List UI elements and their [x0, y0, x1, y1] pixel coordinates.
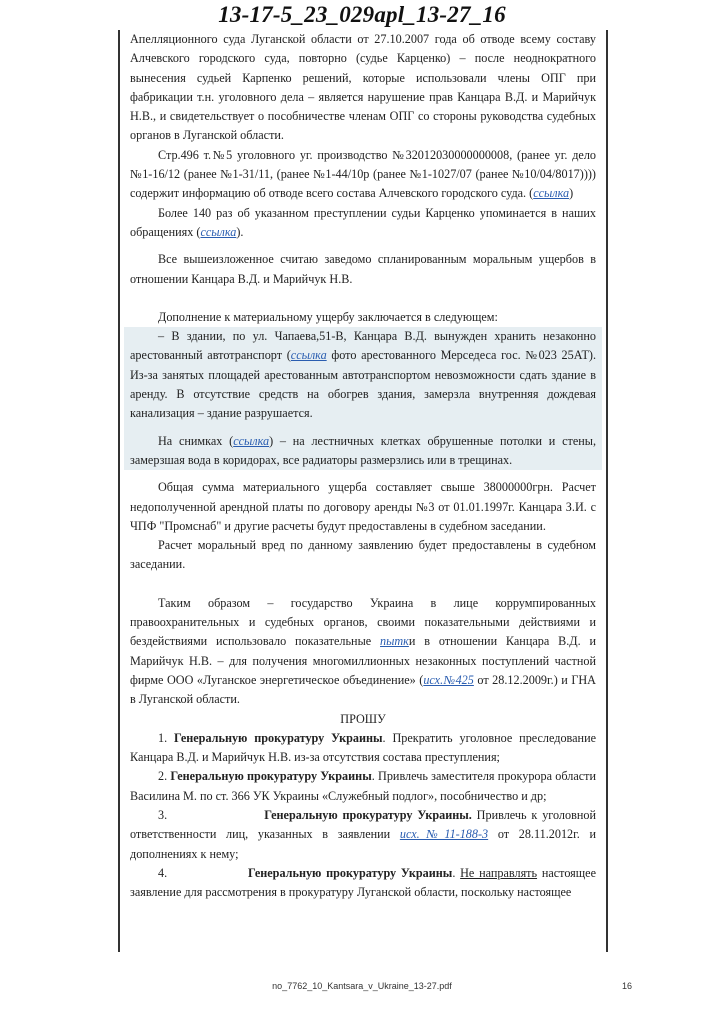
paragraph-total-damage: Общая сумма материального ущерба составляет свыше 38000000грн. Расчет недополученной арендной платы по договору аренды №3 от 01.01.1997г. Канцара З.И. с ЧПФ "Промснаб" и другие расчеты будут предоставлены в судебном заседании. — [130, 480, 596, 533]
reference-link[interactable]: ссылка — [290, 348, 327, 363]
request-item-2 — [130, 767, 596, 806]
text: . Прекратить уголовное преследование Канцара В.Д. и Марийчук Н.В. из-за отсутствия состава преступления; — [130, 730, 597, 765]
request-item-3 — [130, 806, 596, 864]
paragraph-moral-damage: Все вышеизложенное считаю заведомо спланированным моральным ущербов в отношении Канцара В.Д. и Марийчук Н.В. — [130, 252, 596, 286]
text: . — [452, 865, 461, 880]
paragraph-appeal-court: Апелляционного суда Луганской области от 27.10.2007 года об отводе всему составу Алчевского городского суда, повторно (судье Карценко) – после неоднократного вынесения судьей Карпенко решений, которые использовали члены ОПГ при фабрикации т.н. уголовного дела – является нарушение прав Канцара В.Д. и Марийчук Н.В., и свидетельствует о пособничестве членам ОПГ со стороны руководства судебных органов в Луганской области. — [130, 32, 596, 143]
page-body-frame — [118, 30, 608, 952]
text: Более 140 раз об указанном преступлении судьи Карценко упоминается в наших обращениях ( — [130, 205, 596, 239]
text: – В здании, по ул. Чапаева,51-В, Канцара В.Д. вынужден хранить незаконно арестованный автотранспорт ( — [130, 329, 596, 363]
outgoing-ref-link[interactable]: исх.№425 — [423, 672, 474, 687]
underlined-text: Не направлять — [460, 865, 538, 880]
statement-ref-link[interactable]: исх.№11-188-3 — [399, 827, 489, 842]
document-text — [130, 30, 596, 902]
torture-link[interactable]: пытк — [380, 634, 409, 649]
text: от 28.12.2009г.) и ГНА в Луганской области. — [130, 672, 596, 707]
addressee: Генеральную прокуратуру Украины — [170, 769, 372, 784]
text: фото арестованного Мерседеса гос. №023 25АТ). Из-за занятых площадей арестованным автотранспортом невозможности сдать здание в аренду. В отсутствие средств на обогрев здания, замерзла внутренняя дождевая канализация – здание разрушается. — [130, 348, 596, 421]
page-number: 16 — [622, 981, 633, 991]
list-number: 2. — [158, 769, 168, 784]
paragraph-conclusion — [130, 594, 596, 710]
paragraph-building — [130, 327, 596, 423]
paragraph-moral-calc: Расчет моральный вред по данному заявлению будет предоставлены в судебном заседании. — [130, 538, 596, 572]
text: от 28.11.2012г. и дополнениях к нему; — [130, 827, 596, 861]
text: Привлечь к уголовной ответственности лиц, указанных в заявлении — [130, 807, 596, 842]
text: . Привлечь заместителя прокурора области Василина М. по ст. 366 УК Украины «Служебный подлог», пособничество и др; — [130, 769, 597, 803]
list-number: 4. — [158, 865, 168, 880]
reference-link[interactable]: ссылка — [200, 224, 237, 239]
list-number: 1. — [158, 730, 168, 745]
request-item-1 — [130, 729, 596, 768]
reference-link[interactable]: ссылка — [233, 433, 270, 448]
text: Таким образом – государство Украина в лице коррумпированных правоохранительных и судебных органов, своими показательными действиями и бездействиями использовало показательные — [130, 595, 596, 649]
request-item-4 — [130, 864, 596, 903]
text: ) – на лестничных клетках обрушенные потолки и стены, замерзшая вода в коридорах, все радиаторы размерзлись или в трещинах. — [130, 433, 596, 467]
paragraph-material-intro: Дополнение к материальному ущербу заключается в следующем: — [158, 309, 498, 324]
footer-filename: no_7762_10_Kantsara_v_Ukraine_13-27.pdf — [272, 981, 452, 991]
document-title: 13-17-5_23_029apl_13-27_16 — [218, 2, 506, 27]
text: Стр.496 т.№5 уголовного уг. производство №32012030000000008, (ранее уг. дело №1-16/12 (ранее №1-31/11, (ранее №1-44/10р (ранее №1-1027/07 (ранее №10/04/8017)))) содержит информацию об отводе всего состава Алчевского городского суда. ( — [130, 147, 596, 201]
addressee: Генеральную прокуратуру Украины — [174, 730, 383, 745]
text: ) — [569, 186, 574, 201]
text: На снимках ( — [158, 433, 234, 448]
reference-link[interactable]: ссылка — [533, 186, 570, 201]
request-heading: ПРОШУ — [340, 711, 386, 726]
paragraph-photos — [130, 432, 596, 471]
text: настоящее заявление для рассмотрения в прокуратуру Луганской области, поскольку настоящее — [130, 865, 596, 900]
paragraph-case-reference — [130, 146, 596, 204]
paragraph-mentions — [130, 204, 596, 243]
addressee: Генеральную прокуратуру Украины — [248, 865, 453, 880]
list-number: 3. — [158, 807, 168, 822]
text: и в отношении Канцара В.Д. и Марийчук Н.В. – для получения многомиллионных незаконных поступлений частной фирме ООО «Луганское энергетическое объединение» ( — [130, 634, 597, 687]
addressee: Генеральную прокуратуру Украины. — [264, 807, 472, 822]
highlighted-block — [124, 327, 602, 470]
text: ). — [236, 224, 244, 239]
